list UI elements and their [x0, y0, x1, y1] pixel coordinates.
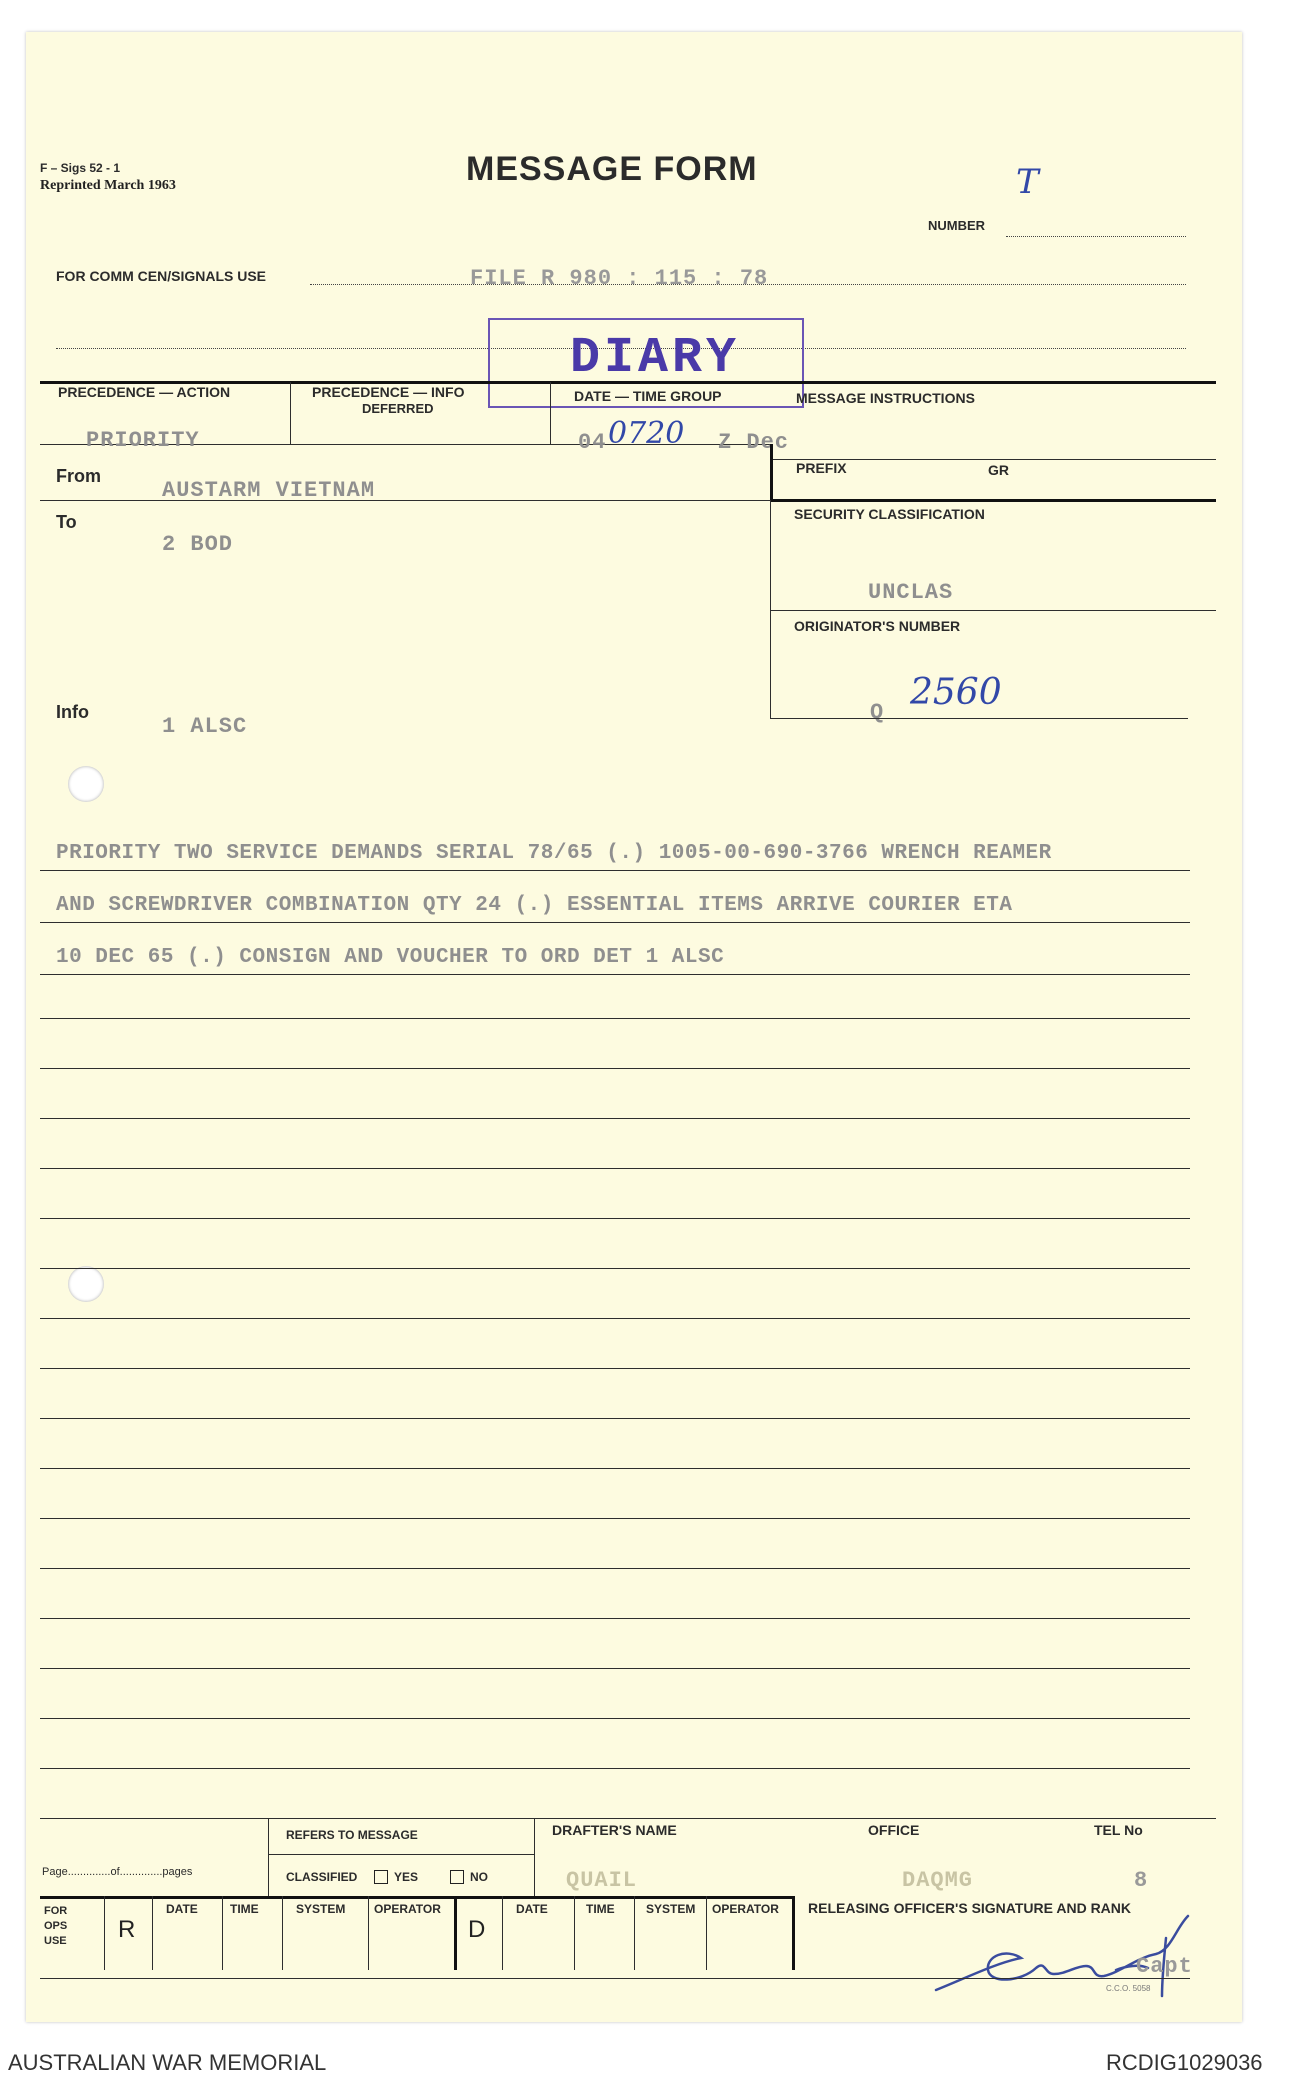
- footer-divider-2: [534, 1818, 535, 1896]
- rule-3: [40, 974, 1190, 975]
- prefix-label: PREFIX: [796, 460, 847, 476]
- security-classification-value: UNCLAS: [868, 580, 954, 605]
- rule-19: [40, 1768, 1190, 1769]
- d-time-label: TIME: [586, 1902, 615, 1916]
- dtg-day: 04: [578, 430, 607, 455]
- ops-col-4: [282, 1896, 283, 1970]
- rule-9: [40, 1268, 1190, 1269]
- message-form-sheet: [26, 32, 1242, 2022]
- originators-number-label: ORIGINATOR'S NUMBER: [794, 618, 961, 634]
- rule-15: [40, 1568, 1190, 1569]
- footer-bottom-rule: [40, 1978, 1190, 1979]
- right-block-bottom-rule: [770, 718, 1188, 719]
- handwritten-mark: T: [1016, 162, 1039, 202]
- drafters-name-label: DRAFTER'S NAME: [552, 1822, 677, 1838]
- number-field[interactable]: [1006, 236, 1186, 237]
- rule-4: [40, 1018, 1190, 1019]
- rule-14: [40, 1518, 1190, 1519]
- originator-rule: [770, 610, 1216, 611]
- precedence-action-label: PRECEDENCE — ACTION: [58, 384, 231, 400]
- tel-no-label: TEL No: [1094, 1822, 1143, 1838]
- info-label: Info: [56, 702, 89, 722]
- classified-label: CLASSIFIED: [286, 1870, 358, 1884]
- d-system-label: SYSTEM: [646, 1902, 696, 1916]
- to-label: To: [56, 512, 77, 532]
- rule-17: [40, 1668, 1190, 1669]
- punch-hole-bottom: [68, 1266, 104, 1302]
- from-block-divider: [770, 444, 773, 500]
- rule-5: [40, 1068, 1190, 1069]
- r-system-label: SYSTEM: [296, 1902, 346, 1916]
- rank-value: Capt: [1136, 1954, 1193, 1979]
- ops-col-9: [634, 1896, 635, 1970]
- rule-7: [40, 1168, 1190, 1169]
- rule-16: [40, 1618, 1190, 1619]
- d-marker: D: [468, 1916, 486, 1943]
- rule-18: [40, 1718, 1190, 1719]
- rule-13: [40, 1468, 1190, 1469]
- col-divider-1: [290, 382, 291, 445]
- page-count-label: Page..............of..............pages: [42, 1866, 193, 1878]
- dtg-suffix: Z Dec: [718, 430, 790, 455]
- col-divider-2: [550, 382, 551, 445]
- for-ops-use-line-2: OPS: [44, 1920, 68, 1932]
- page-title: MESSAGE FORM: [466, 150, 758, 188]
- diary-stamp-text: DIARY: [570, 330, 741, 387]
- ops-table-right: [792, 1896, 795, 1970]
- comm-cen-label: FOR COMM CEN/SIGNALS USE: [56, 268, 267, 284]
- form-code: F – Sigs 52 - 1: [40, 161, 121, 175]
- r-date-label: DATE: [166, 1902, 198, 1916]
- r-time-label: TIME: [230, 1902, 259, 1916]
- yes-checkbox[interactable]: [374, 1870, 388, 1884]
- d-date-label: DATE: [516, 1902, 548, 1916]
- ops-col-10: [706, 1896, 707, 1970]
- refers-to-message-label: REFERS TO MESSAGE: [286, 1828, 418, 1842]
- ops-col-5: [368, 1896, 369, 1970]
- from-value: AUSTARM VIETNAM: [162, 478, 376, 503]
- rule-6: [40, 1118, 1190, 1119]
- footer-top-rule: [40, 1818, 1216, 1819]
- rule-12: [40, 1418, 1190, 1419]
- precedence-value: PRIORITY: [86, 428, 200, 453]
- number-label: NUMBER: [928, 218, 986, 233]
- file-reference: FILE R 980 : 115 : 78: [470, 266, 769, 291]
- message-line-1: PRIORITY TWO SERVICE DEMANDS SERIAL 78/65 (.) 1005-00-690-3766 WRENCH REAMER: [56, 842, 1052, 865]
- small-print-code: C.C.O. 5058: [1106, 1984, 1151, 1993]
- ops-col-2: [152, 1896, 153, 1970]
- no-label: NO: [470, 1870, 488, 1884]
- archive-label: AUSTRALIAN WAR MEMORIAL: [8, 2050, 327, 2075]
- precedence-info-label: PRECEDENCE — INFO: [312, 384, 465, 400]
- deferred-label: DEFERRED: [362, 401, 434, 416]
- rule-10: [40, 1318, 1190, 1319]
- dtg-label: DATE — TIME GROUP: [574, 388, 722, 404]
- tel-value: 8: [1134, 1868, 1149, 1893]
- security-top-rule: [770, 499, 1216, 502]
- punch-hole-top: [68, 766, 104, 802]
- r-marker: R: [118, 1916, 136, 1943]
- releasing-officer-label: RELEASING OFFICER'S SIGNATURE AND RANK: [808, 1900, 1132, 1916]
- refers-rule: [268, 1854, 534, 1855]
- message-instructions-label: MESSAGE INSTRUCTIONS: [796, 390, 975, 406]
- footer-divider-1: [268, 1818, 269, 1896]
- no-checkbox[interactable]: [450, 1870, 464, 1884]
- office-value: DAQMG: [902, 1868, 974, 1893]
- for-ops-use-line-3: USE: [44, 1935, 67, 1947]
- rule-1: [40, 870, 1190, 871]
- info-value: 1 ALSC: [162, 714, 248, 739]
- ops-col-1: [104, 1896, 105, 1970]
- reprinted-note: Reprinted March 1963: [40, 178, 176, 193]
- message-line-2: AND SCREWDRIVER COMBINATION QTY 24 (.) ESSENTIAL ITEMS ARRIVE COURIER ETA: [56, 894, 1013, 917]
- rule-8: [40, 1218, 1190, 1219]
- rule-2: [40, 922, 1190, 923]
- ops-col-8: [574, 1896, 575, 1970]
- gr-label: GR: [988, 462, 1009, 478]
- archive-id: RCDIG1029036: [1106, 2050, 1263, 2075]
- rule-11: [40, 1368, 1190, 1369]
- for-ops-use-line-1: FOR: [44, 1905, 68, 1917]
- from-label: From: [56, 466, 101, 486]
- for-ops-use-label: [44, 1904, 67, 1949]
- ops-col-7: [502, 1896, 503, 1970]
- drafter-value: QUAIL: [566, 1868, 638, 1893]
- originator-handwritten-number: 2560: [910, 672, 1002, 713]
- message-line-3: 10 DEC 65 (.) CONSIGN AND VOUCHER TO ORD DET 1 ALSC: [56, 946, 725, 969]
- right-block-left-rule: [770, 500, 771, 718]
- dtg-handwritten-time: 0720: [608, 416, 685, 451]
- originator-prefix: Q: [870, 700, 885, 725]
- security-classification-label: SECURITY CLASSIFICATION: [794, 506, 985, 522]
- to-value: 2 BOD: [162, 532, 234, 557]
- r-operator-label: OPERATOR: [374, 1902, 441, 1916]
- from-rule: [40, 500, 770, 501]
- ops-col-6: [454, 1896, 457, 1970]
- office-label: OFFICE: [868, 1822, 920, 1838]
- ops-col-3: [222, 1896, 223, 1970]
- yes-label: YES: [394, 1870, 419, 1884]
- d-operator-label: OPERATOR: [712, 1902, 779, 1916]
